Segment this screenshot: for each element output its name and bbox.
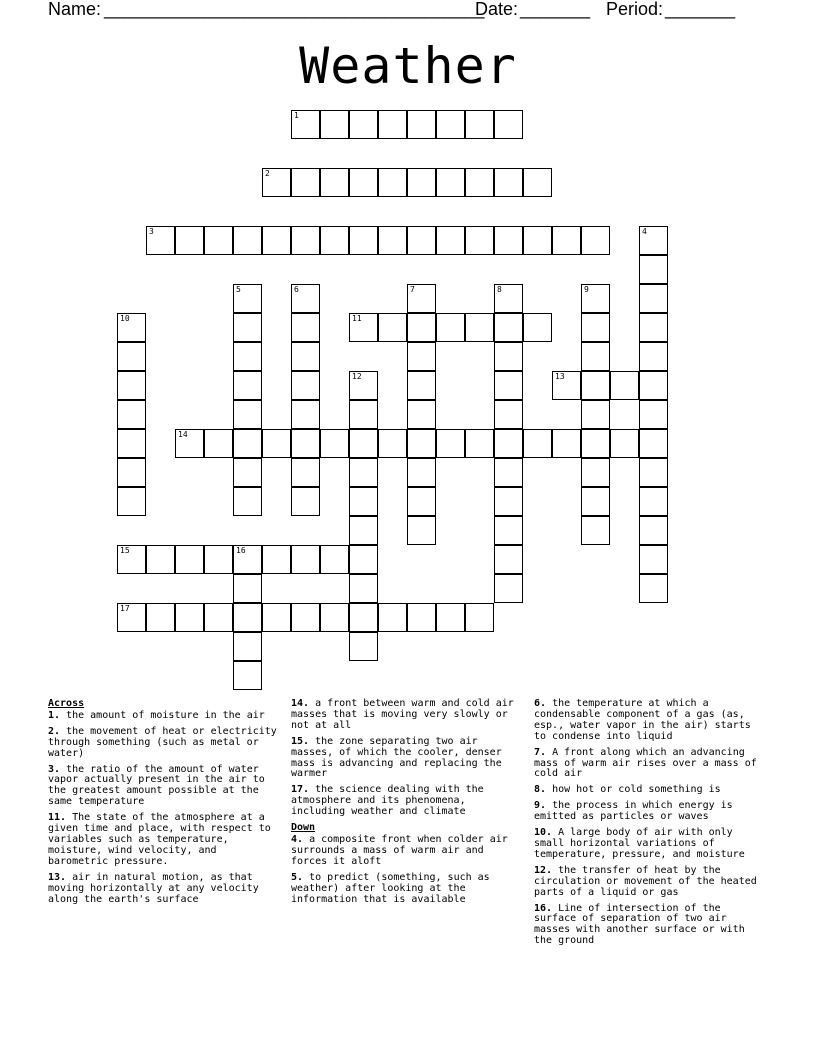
- crossword-cell[interactable]: [378, 313, 407, 342]
- crossword-cell[interactable]: [494, 458, 523, 487]
- cell-number: 9: [584, 285, 589, 294]
- crossword-cell[interactable]: [407, 487, 436, 516]
- crossword-cell[interactable]: [204, 226, 233, 255]
- crossword-cell[interactable]: [233, 661, 262, 690]
- clues-column-2: [291, 699, 525, 910]
- clue-text: The state of the atmosphere at a given time and place, with respect to variables such as temperature, moisture, wind velocity, and barometric pressure.: [48, 812, 271, 867]
- crossword-cell[interactable]: [320, 110, 349, 139]
- crossword-cell[interactable]: [494, 516, 523, 545]
- crossword-cell[interactable]: [233, 313, 262, 342]
- crossword-cell[interactable]: [378, 603, 407, 632]
- crossword-cell[interactable]: [552, 226, 581, 255]
- crossword-cell[interactable]: [117, 342, 146, 371]
- crossword-cell[interactable]: [146, 226, 175, 255]
- crossword-cell[interactable]: [581, 400, 610, 429]
- clue-number: 14.: [291, 698, 310, 709]
- crossword-cell[interactable]: [581, 371, 610, 400]
- crossword-cell[interactable]: [523, 226, 552, 255]
- crossword-cell[interactable]: [349, 226, 378, 255]
- crossword-cell[interactable]: [349, 429, 378, 458]
- crossword-cell[interactable]: [494, 110, 523, 139]
- crossword-cell[interactable]: [552, 371, 581, 400]
- crossword-cell[interactable]: [291, 110, 320, 139]
- crossword-cell[interactable]: [291, 400, 320, 429]
- crossword-cell[interactable]: [291, 226, 320, 255]
- crossword-cell[interactable]: [465, 603, 494, 632]
- crossword-cell[interactable]: [639, 284, 668, 313]
- clue-item: [534, 801, 768, 823]
- crossword-cell[interactable]: [146, 603, 175, 632]
- clue-item: [48, 727, 282, 760]
- crossword-cell[interactable]: [407, 458, 436, 487]
- crossword-cell[interactable]: [581, 284, 610, 313]
- crossword-cell[interactable]: [407, 400, 436, 429]
- crossword-cell[interactable]: [465, 168, 494, 197]
- cell-number: 5: [236, 285, 241, 294]
- cell-number: 6: [294, 285, 299, 294]
- clue-text: how hot or cold something is: [552, 784, 721, 796]
- crossword-cell[interactable]: [349, 110, 378, 139]
- crossword-cell[interactable]: [465, 110, 494, 139]
- crossword-cell[interactable]: [146, 545, 175, 574]
- crossword-cell[interactable]: [523, 429, 552, 458]
- clue-item: [48, 765, 282, 809]
- crossword-cell[interactable]: [233, 284, 262, 313]
- crossword-cell[interactable]: [291, 313, 320, 342]
- crossword-cell[interactable]: [639, 255, 668, 284]
- clue-text: the ratio of the amount of water vapor actually present in the air to the greatest amount possible at the same temperature: [48, 763, 265, 808]
- clue-item: [534, 785, 768, 796]
- cell-number: 3: [149, 227, 154, 236]
- crossword-cell[interactable]: [233, 342, 262, 371]
- clue-text: a composite front when colder air surrounds a mass of warm air and forces it aloft: [291, 833, 508, 867]
- clue-item: [534, 904, 768, 948]
- crossword-cell[interactable]: [639, 574, 668, 603]
- clue-item: [534, 699, 768, 743]
- crossword-cell[interactable]: [320, 545, 349, 574]
- crossword-cell[interactable]: [233, 429, 262, 458]
- crossword-cell[interactable]: [291, 284, 320, 313]
- clue-number: 9.: [534, 800, 547, 812]
- crossword-cell[interactable]: [494, 487, 523, 516]
- crossword-cell[interactable]: [407, 429, 436, 458]
- period-label: Period:: [606, 0, 664, 19]
- crossword-cell[interactable]: [552, 429, 581, 458]
- clue-text: Line of intersection of the surface of separation of two air masses with another surface or with the ground: [534, 902, 745, 947]
- crossword-cell[interactable]: [436, 603, 465, 632]
- crossword-cell[interactable]: [175, 603, 204, 632]
- clue-text: A front along which an advancing mass of warm air rises over a mass of cold air: [534, 746, 757, 780]
- crossword-cell[interactable]: [320, 168, 349, 197]
- crossword-cell[interactable]: [349, 313, 378, 342]
- crossword-cell[interactable]: [494, 168, 523, 197]
- crossword-cell[interactable]: [407, 226, 436, 255]
- puzzle-title: Weather: [299, 37, 517, 95]
- crossword-cell[interactable]: [291, 545, 320, 574]
- date-field[interactable]: _______: [520, 0, 591, 19]
- crossword-cell[interactable]: [349, 487, 378, 516]
- clue-item: [291, 873, 525, 906]
- crossword-cell[interactable]: [291, 487, 320, 516]
- clue-number: 1.: [48, 709, 61, 721]
- crossword-cell[interactable]: [349, 371, 378, 400]
- clue-number: 4.: [291, 833, 304, 845]
- crossword-cell[interactable]: [320, 226, 349, 255]
- clue-number: 16.: [534, 902, 553, 914]
- crossword-cell[interactable]: [436, 110, 465, 139]
- name-field[interactable]: ______________________________________: [104, 0, 485, 19]
- crossword-cell[interactable]: [523, 313, 552, 342]
- clue-number: 15.: [291, 735, 310, 747]
- clue-item: [291, 699, 525, 732]
- crossword-cell[interactable]: [291, 458, 320, 487]
- crossword-cell[interactable]: [349, 400, 378, 429]
- cell-number: 13: [555, 372, 565, 381]
- crossword-cell[interactable]: [378, 110, 407, 139]
- clue-text: the amount of moisture in the air: [66, 709, 265, 721]
- period-field[interactable]: _______: [665, 0, 736, 19]
- crossword-cell[interactable]: [407, 110, 436, 139]
- clue-number: 3.: [48, 763, 61, 775]
- crossword-cell[interactable]: [349, 458, 378, 487]
- crossword-cell[interactable]: [639, 313, 668, 342]
- crossword-cell[interactable]: [233, 545, 262, 574]
- crossword-cell[interactable]: [494, 284, 523, 313]
- clue-text: the temperature at which a condensable component of a gas (as, esp., water vapor in the air) starts to condense into liquid: [534, 698, 751, 742]
- crossword-cell[interactable]: [407, 168, 436, 197]
- clue-item: [534, 866, 768, 899]
- crossword-cell[interactable]: [117, 545, 146, 574]
- clue-number: 5.: [291, 871, 304, 883]
- clue-item: [291, 785, 525, 818]
- clue-text: the science dealing with the atmosphere and its phenomena, including weather and climate: [291, 784, 484, 818]
- crossword-cell[interactable]: [494, 429, 523, 458]
- crossword-cell[interactable]: [117, 371, 146, 400]
- crossword-cell[interactable]: [291, 342, 320, 371]
- crossword-cell[interactable]: [494, 574, 523, 603]
- crossword-cell[interactable]: [407, 284, 436, 313]
- crossword-cell[interactable]: [349, 603, 378, 632]
- clue-text: the process in which energy is emitted as particles or waves: [534, 800, 733, 823]
- crossword-cell[interactable]: [349, 516, 378, 545]
- crossword-cell[interactable]: [291, 429, 320, 458]
- crossword-cell[interactable]: [117, 487, 146, 516]
- cell-number: 2: [265, 169, 270, 178]
- crossword-cell[interactable]: [581, 226, 610, 255]
- clue-item: [291, 737, 525, 781]
- crossword-cell[interactable]: [436, 168, 465, 197]
- crossword-cell[interactable]: [233, 400, 262, 429]
- clue-text: air in natural motion, as that moving horizontally at any velocity along the earth's surface: [48, 871, 259, 905]
- crossword-cell[interactable]: [233, 487, 262, 516]
- crossword-cell[interactable]: [320, 429, 349, 458]
- crossword-cell[interactable]: [639, 516, 668, 545]
- clue-number: 10.: [534, 827, 553, 839]
- crossword-cell[interactable]: [581, 487, 610, 516]
- crossword-cell[interactable]: [407, 371, 436, 400]
- crossword-cell[interactable]: [639, 226, 668, 255]
- crossword-cell[interactable]: [581, 342, 610, 371]
- crossword-cell[interactable]: [436, 226, 465, 255]
- crossword-cell[interactable]: [436, 313, 465, 342]
- crossword-cell[interactable]: [407, 313, 436, 342]
- crossword-cell[interactable]: [581, 458, 610, 487]
- crossword-cell[interactable]: [204, 429, 233, 458]
- crossword-cell[interactable]: [349, 168, 378, 197]
- cell-number: 1: [294, 111, 299, 120]
- crossword-cell[interactable]: [494, 226, 523, 255]
- date-label: Date:: [475, 0, 519, 19]
- crossword-cell[interactable]: [233, 574, 262, 603]
- clue-number: 6.: [534, 698, 547, 709]
- crossword-cell[interactable]: [610, 371, 639, 400]
- crossword-cell[interactable]: [581, 313, 610, 342]
- across-heading: Across: [48, 698, 85, 709]
- crossword-cell[interactable]: [204, 603, 233, 632]
- crossword-cell[interactable]: [494, 342, 523, 371]
- clue-number: 11.: [48, 812, 67, 824]
- crossword-cell[interactable]: [262, 168, 291, 197]
- cell-number: 15: [120, 546, 130, 555]
- crossword-cell[interactable]: [494, 313, 523, 342]
- clue-text: the movement of heat or electricity through something (such as metal or water): [48, 725, 277, 759]
- clues-column-1: [48, 699, 282, 910]
- clue-item: [48, 873, 282, 906]
- cell-number: 10: [120, 314, 130, 323]
- crossword-cell[interactable]: [117, 313, 146, 342]
- crossword-cell[interactable]: [349, 632, 378, 661]
- clue-text: the zone separating two air masses, of which the cooler, denser mass is advancing and replacing the warmer: [291, 735, 502, 780]
- crossword-cell[interactable]: [639, 458, 668, 487]
- crossword-cell[interactable]: [494, 400, 523, 429]
- crossword-cell[interactable]: [639, 342, 668, 371]
- clue-number: 2.: [48, 725, 61, 737]
- clue-number: 13.: [48, 871, 67, 883]
- cell-number: 11: [352, 314, 362, 323]
- crossword-cell[interactable]: [117, 400, 146, 429]
- crossword-cell[interactable]: [117, 429, 146, 458]
- clue-number: 7.: [534, 746, 547, 758]
- clue-text: A large body of air with only small horizontal variations of temperature, pressure, and moisture: [534, 827, 745, 860]
- crossword-cell[interactable]: [291, 603, 320, 632]
- clue-number: 8.: [534, 784, 547, 796]
- crossword-cell[interactable]: [117, 603, 146, 632]
- crossword-cell[interactable]: [639, 400, 668, 429]
- crossword-cell[interactable]: [262, 226, 291, 255]
- clue-item: [48, 711, 282, 722]
- crossword-cell[interactable]: [175, 545, 204, 574]
- crossword-cell[interactable]: [378, 168, 407, 197]
- cell-number: 14: [178, 430, 188, 439]
- crossword-cell[interactable]: [407, 603, 436, 632]
- clue-item: [291, 835, 525, 868]
- crossword-cell[interactable]: [204, 545, 233, 574]
- clue-number: 17.: [291, 784, 310, 796]
- crossword-cell[interactable]: [465, 226, 494, 255]
- crossword-cell[interactable]: [494, 371, 523, 400]
- crossword-cell[interactable]: [233, 458, 262, 487]
- crossword-cell[interactable]: [610, 429, 639, 458]
- clue-text: a front between warm and cold air masses that is moving very slowly or not at all: [291, 698, 514, 731]
- crossword-cell[interactable]: [233, 632, 262, 661]
- cell-number: 12: [352, 372, 362, 381]
- name-label: Name:: [48, 0, 102, 19]
- crossword-cell[interactable]: [581, 429, 610, 458]
- crossword-cell[interactable]: [117, 458, 146, 487]
- cell-number: 8: [497, 285, 502, 294]
- crossword-cell[interactable]: [581, 516, 610, 545]
- crossword-cell[interactable]: [291, 168, 320, 197]
- crossword-cell[interactable]: [262, 429, 291, 458]
- cell-number: 7: [410, 285, 415, 294]
- crossword-cell[interactable]: [233, 371, 262, 400]
- crossword-cell[interactable]: [639, 371, 668, 400]
- crossword-cell[interactable]: [639, 487, 668, 516]
- down-heading: Down: [291, 822, 316, 834]
- crossword-cell[interactable]: [465, 429, 494, 458]
- crossword-cell[interactable]: [436, 429, 465, 458]
- crossword-cell[interactable]: [639, 429, 668, 458]
- cell-number: 17: [120, 604, 130, 613]
- crossword-cell[interactable]: [262, 545, 291, 574]
- crossword-cell[interactable]: [407, 516, 436, 545]
- crossword-cell[interactable]: [233, 226, 262, 255]
- crossword-cell[interactable]: [407, 342, 436, 371]
- crossword-cell[interactable]: [175, 226, 204, 255]
- crossword-cell[interactable]: [175, 429, 204, 458]
- crossword-cell[interactable]: [378, 429, 407, 458]
- crossword-cell[interactable]: [320, 603, 349, 632]
- crossword-cell[interactable]: [349, 574, 378, 603]
- crossword-cell[interactable]: [494, 545, 523, 574]
- clue-item: [48, 813, 282, 868]
- clue-number: 12.: [534, 864, 553, 876]
- crossword-cell[interactable]: [378, 226, 407, 255]
- clue-item: [534, 828, 768, 861]
- crossword-cell[interactable]: [233, 603, 262, 632]
- clue-item: [534, 748, 768, 781]
- crossword-cell[interactable]: [349, 545, 378, 574]
- crossword-cell[interactable]: [291, 371, 320, 400]
- clue-text: to predict (something, such as weather) after looking at the information that is available: [291, 871, 490, 905]
- clues-column-3: [534, 699, 768, 952]
- clue-text: the transfer of heat by the circulation or movement of the heated parts of a liquid or gas: [534, 864, 757, 898]
- cell-number: 4: [642, 227, 647, 236]
- crossword-cell[interactable]: [465, 313, 494, 342]
- cell-number: 16: [236, 546, 246, 555]
- crossword-cell[interactable]: [523, 168, 552, 197]
- crossword-cell[interactable]: [262, 603, 291, 632]
- crossword-cell[interactable]: [639, 545, 668, 574]
